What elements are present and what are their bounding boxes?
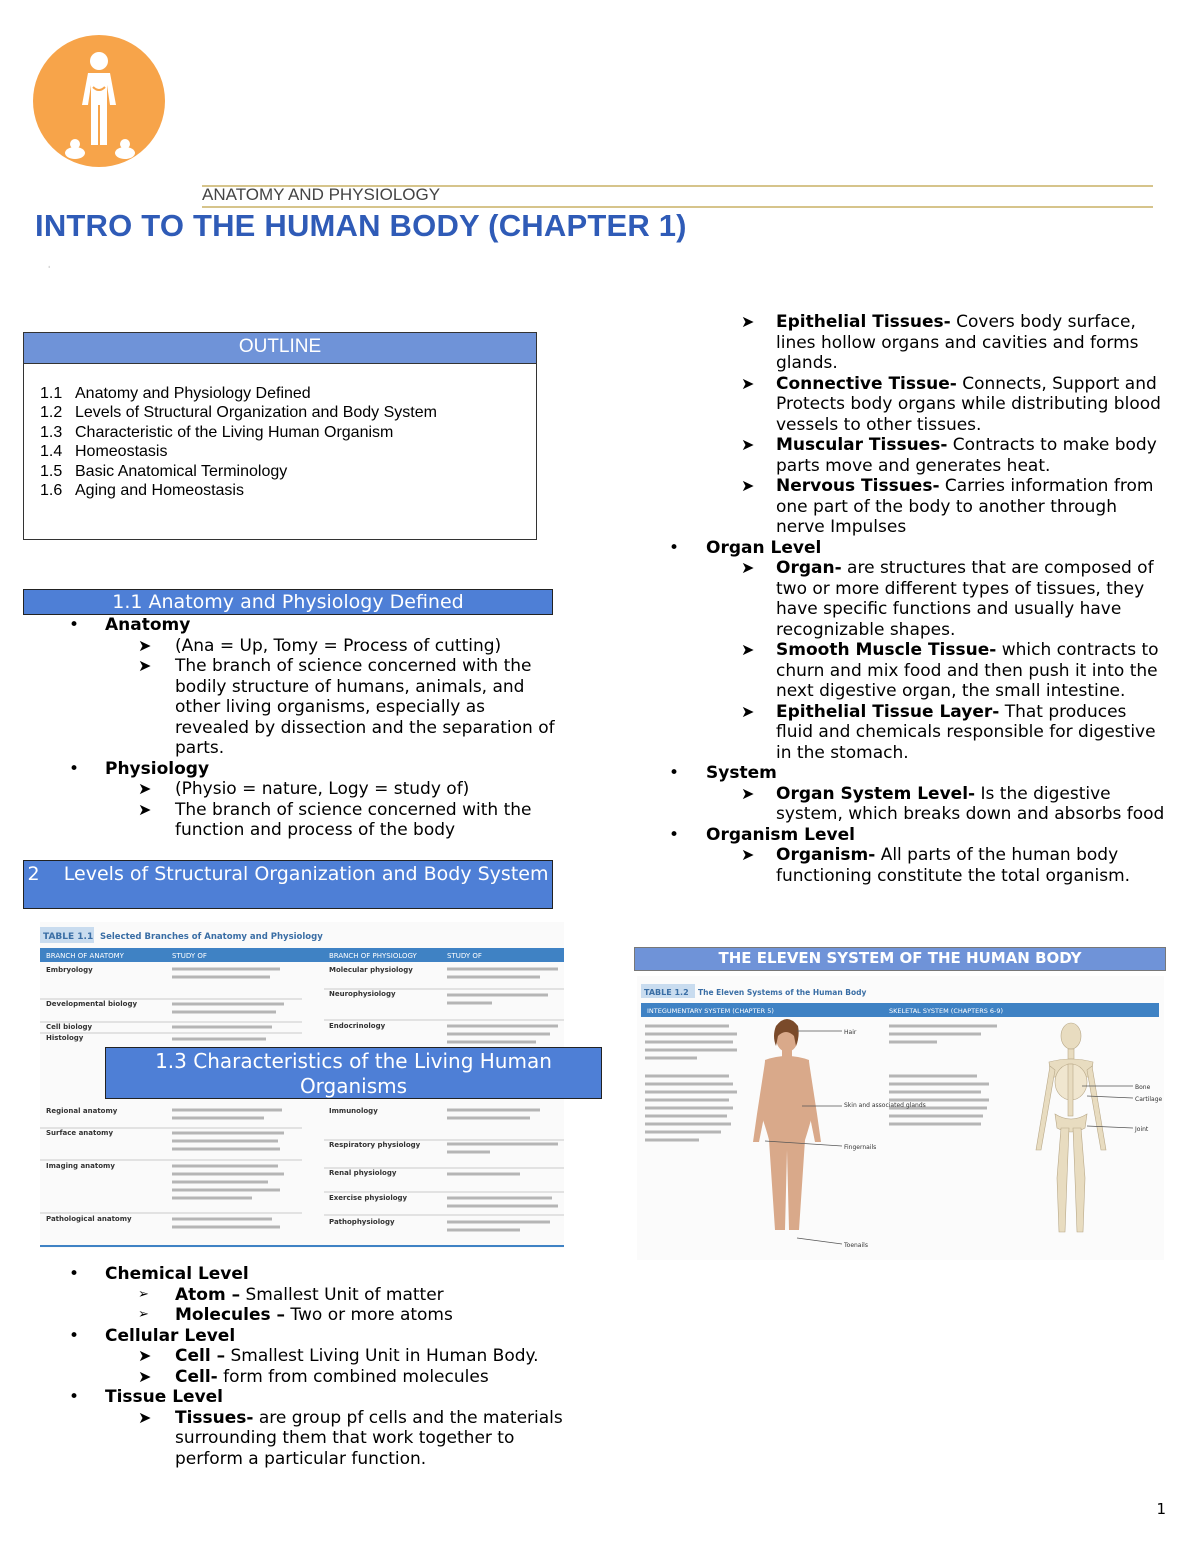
section-1-1-list	[23, 615, 563, 841]
svg-text:Cell biology: Cell biology	[46, 1023, 93, 1031]
list-item: • System	[669, 763, 777, 783]
svg-text:Molecular physiology: Molecular physiology	[329, 966, 413, 974]
svg-text:Developmental biology: Developmental biology	[46, 1000, 138, 1008]
svg-text:Joint: Joint	[1135, 1126, 1149, 1133]
list-item: ➤ Tissues- are group pf cells and the materials surrounding them that work together to perform a particular function.	[138, 1407, 563, 1469]
course-label: ANATOMY AND PHYSIOLOGY	[202, 185, 441, 204]
arrow-bullet-icon: ➢	[138, 1307, 149, 1322]
list-item: ➤ Cell – Smallest Living Unit in Human Body.	[138, 1346, 539, 1366]
table-caption-tag: TABLE 1.1	[43, 932, 94, 942]
outline-item: 1.6 Aging and Homeostasis	[40, 482, 244, 500]
outline-item: 1.3 Characteristic of the Living Human Organism	[40, 423, 394, 441]
list-item: ➤ Epithelial Tissues- Covers body surface, lines hollow organs and cavities and forms glands.	[741, 312, 1139, 373]
svg-text:STUDY OF: STUDY OF	[172, 952, 207, 960]
arrow-bullet-icon: ➤	[741, 558, 755, 577]
svg-text:Histology: Histology	[46, 1034, 84, 1042]
svg-text:The Eleven Systems of the Huma: The Eleven Systems of the Human Body	[698, 988, 867, 997]
svg-text:Endocrinology: Endocrinology	[329, 1022, 386, 1030]
list-item: ➤ Organ System Level- Is the digestive system, which breaks down and absorbs food	[741, 783, 1165, 824]
list-item: ➤ Epithelial Tissue Layer- That produces fluid and chemicals responsible for digestive in the stomach.	[741, 701, 1156, 763]
svg-text:BRANCH OF ANATOMY: BRANCH OF ANATOMY	[46, 952, 124, 960]
arrow-bullet-icon: ➤	[138, 1366, 152, 1386]
list-item: • Cellular Level	[69, 1325, 236, 1346]
body-systems-image	[637, 976, 1164, 1260]
svg-text:TABLE 1.2: TABLE 1.2	[644, 988, 689, 997]
svg-text:Bone: Bone	[1135, 1084, 1151, 1091]
svg-text:Neurophysiology: Neurophysiology	[329, 990, 396, 998]
list-item: ➤ Connective Tissue- Connects, Support and Protects body organs while distributing blood vessels to other tissues.	[741, 373, 1161, 435]
arrow-bullet-icon: ➤	[741, 640, 755, 659]
outline-item: 1.5 Basic Anatomical Terminology	[40, 462, 288, 480]
outline-item: 1.2 Levels of Structural Organization and Body System	[40, 404, 437, 422]
svg-text:BRANCH OF PHYSIOLOGY: BRANCH OF PHYSIOLOGY	[329, 952, 417, 960]
list-item: • Organism Level	[669, 824, 855, 845]
human-body-icon	[33, 35, 165, 167]
arrow-bullet-icon: ➤	[741, 435, 755, 454]
list-item: ➤ Cell- form from combined molecules	[138, 1366, 489, 1387]
list-item: • Tissue Level	[69, 1387, 224, 1407]
table-caption: Selected Branches of Anatomy and Physiology	[100, 932, 323, 942]
svg-text:Pathophysiology: Pathophysiology	[329, 1218, 395, 1226]
svg-text:Fingernails: Fingernails	[844, 1144, 877, 1151]
section-1-1-heading: 1.1 Anatomy and Physiology Defined	[23, 589, 553, 615]
arrow-bullet-icon: ➤	[138, 779, 152, 798]
svg-text:Pathological anatomy: Pathological anatomy	[46, 1215, 132, 1223]
svg-text:SKELETAL SYSTEM (CHAPTERS 6-9): SKELETAL SYSTEM (CHAPTERS 6-9)	[889, 1007, 1004, 1015]
svg-text:Embryology: Embryology	[46, 966, 93, 974]
arrow-bullet-icon: ➤	[138, 1407, 152, 1427]
eleven-systems-heading: THE ELEVEN SYSTEM OF THE HUMAN BODY	[634, 947, 1166, 971]
svg-text:Exercise physiology: Exercise physiology	[329, 1194, 408, 1202]
svg-text:Hair: Hair	[844, 1029, 857, 1036]
right-column-list	[635, 312, 1165, 886]
list-item: ➤ The branch of science concerned with the function and process of the body	[138, 799, 532, 840]
list-item: ➤ Organ- are structures that are composed of two or more different types of tissues, they have specific functions and usually have recognizable shapes.	[741, 558, 1154, 640]
outline-item: 1.4 Homeostasis	[40, 443, 168, 461]
list-item: ➢ Molecules – Two or more atoms	[138, 1305, 453, 1325]
svg-text:Immunology: Immunology	[329, 1107, 378, 1115]
svg-text:Toenails: Toenails	[844, 1242, 868, 1249]
arrow-bullet-icon: ➤	[138, 1346, 152, 1365]
arrow-bullet-icon: ➤	[741, 476, 755, 495]
list-item: ➤ The branch of science concerned with the bodily structure of humans, animals, and other living organisms, especially as revealed by dissection and the separation of parts.	[138, 656, 555, 758]
outline-heading: OUTLINE	[24, 333, 536, 364]
list-item: • Physiology	[69, 758, 210, 779]
outline-box	[23, 332, 537, 540]
list-item: • Chemical Level	[69, 1264, 249, 1284]
arrow-bullet-icon: ➤	[741, 373, 755, 393]
svg-text:Respiratory physiology: Respiratory physiology	[329, 1141, 421, 1149]
levels-list	[23, 1264, 563, 1469]
svg-text:Regional anatomy: Regional anatomy	[46, 1107, 118, 1115]
svg-text:Skin and associated glands: Skin and associated glands	[844, 1102, 926, 1109]
stray-mark: ˈ	[48, 265, 51, 274]
arrow-bullet-icon: ➤	[138, 799, 152, 819]
outline-list	[40, 384, 437, 500]
arrow-bullet-icon: ➢	[138, 1286, 149, 1302]
list-item: ➢ Atom – Smallest Unit of matter	[138, 1284, 444, 1305]
section-2-heading: 2 Levels of Structural Organization and Body System	[23, 860, 553, 909]
svg-text:INTEGUMENTARY SYSTEM (CHAPTER: INTEGUMENTARY SYSTEM (CHAPTER 5)	[647, 1007, 774, 1015]
list-item: ➤ Muscular Tissues- Contracts to make body parts move and generates heat.	[741, 435, 1157, 476]
list-item: • Organ Level	[669, 537, 822, 558]
list-item: ➤ (Physio = nature, Logy = study of)	[138, 779, 470, 799]
list-item: • Anatomy	[69, 615, 191, 635]
svg-text:Surface anatomy: Surface anatomy	[46, 1129, 114, 1137]
document-title: INTRO TO THE HUMAN BODY (CHAPTER 1)	[35, 208, 687, 243]
arrow-bullet-icon: ➤	[741, 845, 755, 864]
svg-text:Imaging anatomy: Imaging anatomy	[46, 1162, 115, 1170]
arrow-bullet-icon: ➤	[741, 783, 755, 803]
arrow-bullet-icon: ➤	[138, 656, 152, 675]
svg-text:STUDY OF: STUDY OF	[447, 952, 482, 960]
arrow-bullet-icon: ➤	[741, 701, 755, 721]
list-item: ➤ Organism- All parts of the human body functioning constitute the total organism.	[741, 845, 1131, 886]
svg-text:Cartilage: Cartilage	[1135, 1096, 1163, 1103]
list-item: ➤ Smooth Muscle Tissue- which contracts to churn and mix food and then push it into the next digestive organ, the small intestine.	[741, 640, 1159, 701]
arrow-bullet-icon: ➤	[138, 635, 152, 655]
section-1-3-heading: 1.3 Characteristics of the Living Human Organisms	[105, 1047, 602, 1099]
logo	[33, 35, 165, 167]
svg-text:Renal physiology: Renal physiology	[329, 1169, 397, 1177]
list-item: ➤ (Ana = Up, Tomy = Process of cutting)	[138, 635, 502, 656]
outline-item: 1.1 Anatomy and Physiology Defined	[40, 385, 311, 402]
list-item: ➤ Nervous Tissues- Carries information from one part of the body to another through nerve Impulses	[741, 476, 1154, 537]
page-number: 1	[1156, 1500, 1166, 1518]
arrow-bullet-icon: ➤	[741, 312, 755, 331]
